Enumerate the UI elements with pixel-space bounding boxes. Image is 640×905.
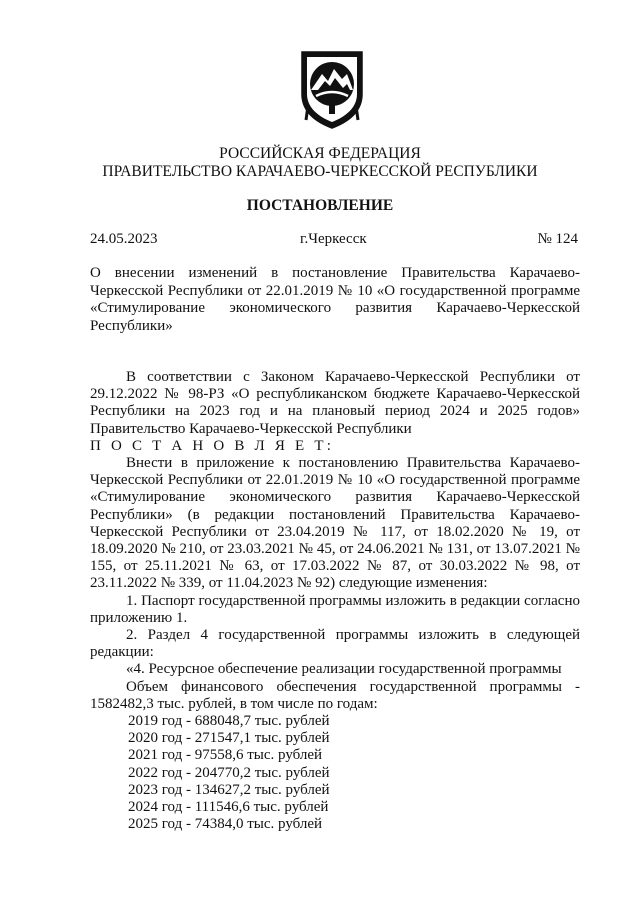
year-funding-line: 2022 год - 204770,2 тыс. рублей [128, 764, 330, 781]
year-funding-line: 2019 год - 688048,7 тыс. рублей [128, 713, 330, 730]
preamble-paragraph: В соответствии с Законом Карачаево-Черкесской Республики от 29.12.2022 № 98-РЗ «О республиканском бюджете Карачаево-Черкесской Республики на 2023 год и на плановый период 2024 и 2025 годов» Правительство Карачаево-Черкесской Республики [90, 369, 580, 437]
document-city: г.Черкесск [300, 231, 367, 247]
year-funding-line: 2021 год - 97558,6 тыс. рублей [128, 747, 323, 764]
document-number: № 124 [537, 231, 578, 247]
header-country: РОССИЙСКАЯ ФЕДЕРАЦИЯ [219, 145, 421, 162]
header-government: ПРАВИТЕЛЬСТВО КАРАЧАЕВО-ЧЕРКЕССКОЙ РЕСПУБЛИКИ [102, 163, 538, 180]
section-4-heading: «4. Ресурсное обеспечение реализации государственной программы [126, 661, 562, 678]
document-subject: О внесении изменений в постановление Правительства Карачаево-Черкесской Республики от 22.01.2019 № 10 «О государственной программе «Стимулирование экономического развития Карачаево-Черкесской Республики» [90, 265, 580, 334]
year-funding-line: 2023 год - 134627,2 тыс. рублей [128, 781, 330, 798]
document-title: ПОСТАНОВЛЕНИЕ [246, 197, 394, 214]
item-2-paragraph: 2. Раздел 4 государственной программы изложить в следующей редакции: [90, 627, 580, 661]
year-funding-line: 2020 год - 271547,1 тыс. рублей [128, 730, 330, 747]
year-funding-line: 2025 год - 74384,0 тыс. рублей [128, 816, 323, 833]
funding-paragraph: Объем финансового обеспечения государственной программы - 1582482,3 тыс. рублей, в том числе по годам: [90, 678, 580, 712]
document-body [90, 369, 580, 833]
main-paragraph: Внести в приложение к постановлению Правительства Карачаево-Черкесской Республики от 22.01.2019 № 10 «О государственной программе «Стимулирование экономического развития Карачаево-Черкесской Республики» (в редакции постановлений Правительства Карачаево-Черкесской Республики от 23.04.2019 № 117, от 18.02.2020 № 19, от 18.09.2020 № 210, от 23.03.2021 № 45, от 24.06.2021 № 131, от 13.07.2021 № 155, от 25.11.2021 № 63, от 17.03.2022 № 87, от 30.03.2022 № 98, от 23.11.2022 № 339, от 11.04.2023 № 92) следующие изменения: [90, 455, 580, 592]
year-funding-line: 2024 год - 111546,6 тыс. рублей [128, 799, 329, 816]
document-date: 24.05.2023 [90, 231, 158, 247]
coat-of-arms-icon [298, 50, 366, 130]
decree-word: П О С Т А Н О В Л Я Е Т: [90, 437, 335, 454]
item-1-paragraph: 1. Паспорт государственной программы изложить в редакции согласно приложению 1. [90, 592, 580, 626]
